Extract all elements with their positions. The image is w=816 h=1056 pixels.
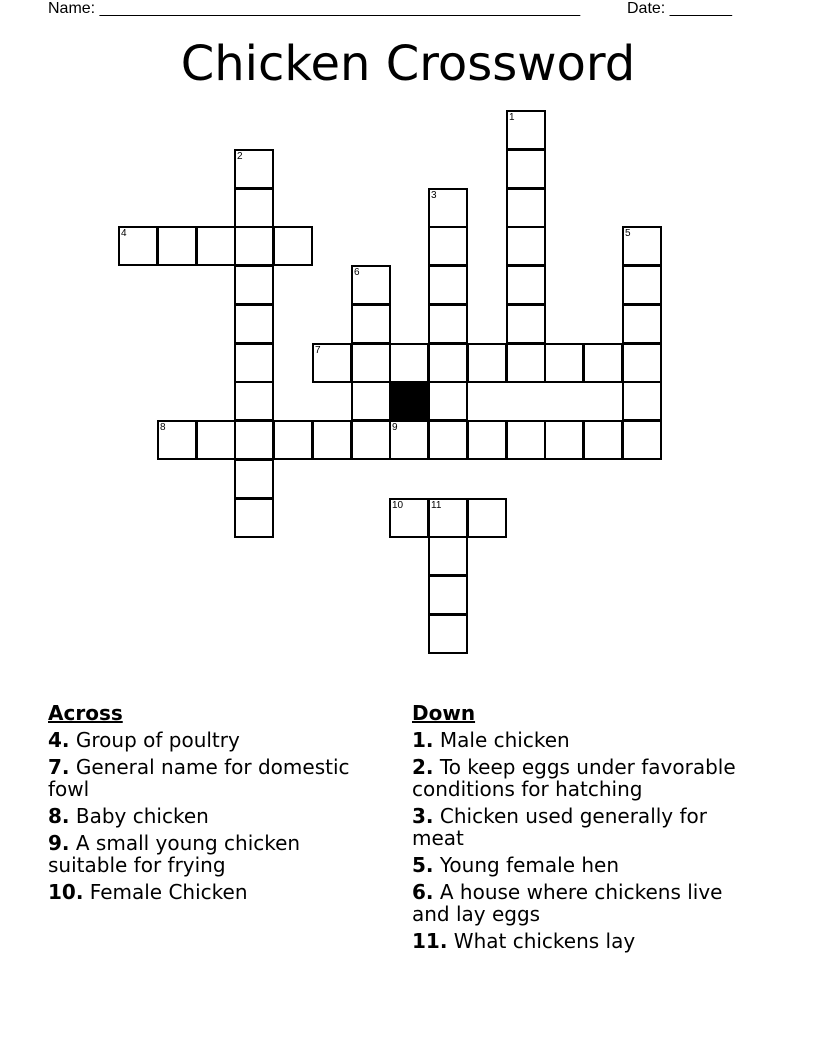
grid-cell[interactable] xyxy=(196,420,236,460)
grid-cell[interactable] xyxy=(273,226,313,266)
clue-number: 9 xyxy=(392,422,398,433)
grid-block-cell xyxy=(389,381,429,421)
across-clue xyxy=(48,756,378,800)
across-heading: Across xyxy=(48,701,123,725)
clue-text: A house where chickens live and lay eggs xyxy=(412,880,723,926)
grid-cell[interactable] xyxy=(622,420,662,460)
grid-cell[interactable] xyxy=(428,420,468,460)
grid-cell[interactable] xyxy=(351,265,391,305)
down-clues xyxy=(412,702,762,957)
clue-number: 6 xyxy=(354,267,360,278)
grid-cell[interactable] xyxy=(234,265,274,305)
grid-cell[interactable] xyxy=(467,498,507,538)
grid-cell[interactable] xyxy=(273,420,313,460)
down-clue xyxy=(412,805,762,849)
grid-cell[interactable] xyxy=(428,304,468,344)
grid-cell[interactable] xyxy=(234,381,274,421)
down-clue xyxy=(412,756,762,800)
clue-number-label: 4. xyxy=(48,728,70,752)
clue-number-label: 10. xyxy=(48,880,84,904)
grid-cell[interactable] xyxy=(506,110,546,150)
grid-cell[interactable] xyxy=(467,420,507,460)
across-clues xyxy=(48,702,378,908)
grid-cell[interactable] xyxy=(506,420,546,460)
grid-cell[interactable] xyxy=(428,226,468,266)
clue-number: 11 xyxy=(431,500,442,511)
clue-number: 7 xyxy=(315,345,321,356)
grid-cell[interactable] xyxy=(428,614,468,654)
clue-number-label: 8. xyxy=(48,804,70,828)
grid-cell[interactable] xyxy=(234,459,274,499)
grid-cell[interactable] xyxy=(351,381,391,421)
clue-text: Group of poultry xyxy=(75,728,240,752)
grid-cell[interactable] xyxy=(234,420,274,460)
grid-cell[interactable] xyxy=(389,343,429,383)
across-clue xyxy=(48,832,378,876)
clue-number-label: 9. xyxy=(48,831,70,855)
clue-number: 4 xyxy=(121,228,127,239)
grid-cell[interactable] xyxy=(622,343,662,383)
grid-cell[interactable] xyxy=(389,498,429,538)
clue-text: Baby chicken xyxy=(75,804,209,828)
clue-number-label: 1. xyxy=(412,728,434,752)
grid-cell[interactable] xyxy=(428,265,468,305)
grid-cell[interactable] xyxy=(428,343,468,383)
grid-cell[interactable] xyxy=(234,226,274,266)
grid-cell[interactable] xyxy=(312,343,352,383)
clue-number: 5 xyxy=(625,228,631,239)
clue-text: To keep eggs under favorable conditions for hatching xyxy=(412,755,736,801)
grid-cell[interactable] xyxy=(234,149,274,189)
clue-number-label: 7. xyxy=(48,755,70,779)
grid-cell[interactable] xyxy=(506,149,546,189)
down-clue xyxy=(412,729,762,751)
clue-text: Chicken used generally for meat xyxy=(412,804,707,850)
grid-cell[interactable] xyxy=(428,575,468,615)
name-field-label: Name: ______________________________________________________ xyxy=(48,0,581,17)
clue-number: 8 xyxy=(160,422,166,433)
grid-cell[interactable] xyxy=(312,420,352,460)
clue-number-label: 5. xyxy=(412,853,434,877)
clue-number: 2 xyxy=(237,151,243,162)
clue-number-label: 3. xyxy=(412,804,434,828)
across-clue xyxy=(48,805,378,827)
clue-text: General name for domestic fowl xyxy=(48,755,350,801)
grid-cell[interactable] xyxy=(234,304,274,344)
clue-text: Young female hen xyxy=(439,853,620,877)
clue-text: Female Chicken xyxy=(89,880,248,904)
clue-number-label: 11. xyxy=(412,929,448,953)
grid-cell[interactable] xyxy=(506,304,546,344)
grid-cell[interactable] xyxy=(544,343,584,383)
grid-cell[interactable] xyxy=(428,536,468,576)
across-clue xyxy=(48,881,378,903)
grid-cell[interactable] xyxy=(622,226,662,266)
grid-cell[interactable] xyxy=(351,420,391,460)
clue-number: 3 xyxy=(431,190,437,201)
clue-number: 1 xyxy=(509,112,515,123)
clue-text: What chickens lay xyxy=(453,929,636,953)
grid-cell[interactable] xyxy=(428,498,468,538)
grid-cell[interactable] xyxy=(506,188,546,228)
grid-cell[interactable] xyxy=(234,188,274,228)
grid-cell[interactable] xyxy=(157,226,197,266)
grid-cell[interactable] xyxy=(467,343,507,383)
grid-cell[interactable] xyxy=(234,498,274,538)
grid-cell[interactable] xyxy=(351,343,391,383)
grid-cell[interactable] xyxy=(428,381,468,421)
grid-cell[interactable] xyxy=(622,265,662,305)
clue-number-label: 2. xyxy=(412,755,434,779)
grid-cell[interactable] xyxy=(234,343,274,383)
down-clue xyxy=(412,930,762,952)
grid-cell[interactable] xyxy=(389,420,429,460)
grid-cell[interactable] xyxy=(583,420,623,460)
grid-cell[interactable] xyxy=(428,188,468,228)
page-title: Chicken Crossword xyxy=(180,36,636,92)
clue-text: Male chicken xyxy=(439,728,570,752)
grid-cell[interactable] xyxy=(506,226,546,266)
clue-number-label: 6. xyxy=(412,880,434,904)
date-field-label: Date: _______ xyxy=(627,0,732,17)
grid-cell[interactable] xyxy=(622,381,662,421)
down-clue xyxy=(412,854,762,876)
down-clue xyxy=(412,881,762,925)
grid-cell[interactable] xyxy=(351,304,391,344)
clue-number: 10 xyxy=(392,500,404,511)
across-clue xyxy=(48,729,378,751)
grid-cell[interactable] xyxy=(118,226,158,266)
grid-cell[interactable] xyxy=(506,265,546,305)
down-heading: Down xyxy=(412,701,476,725)
grid-cell[interactable] xyxy=(196,226,236,266)
across-clue-list xyxy=(48,729,378,903)
grid-cell[interactable] xyxy=(157,420,197,460)
clue-text: A small young chicken suitable for frying xyxy=(48,831,301,877)
grid-cell[interactable] xyxy=(506,343,546,383)
grid-cell[interactable] xyxy=(544,420,584,460)
grid-cell[interactable] xyxy=(583,343,623,383)
down-clue-list xyxy=(412,729,762,952)
grid-cell[interactable] xyxy=(622,304,662,344)
